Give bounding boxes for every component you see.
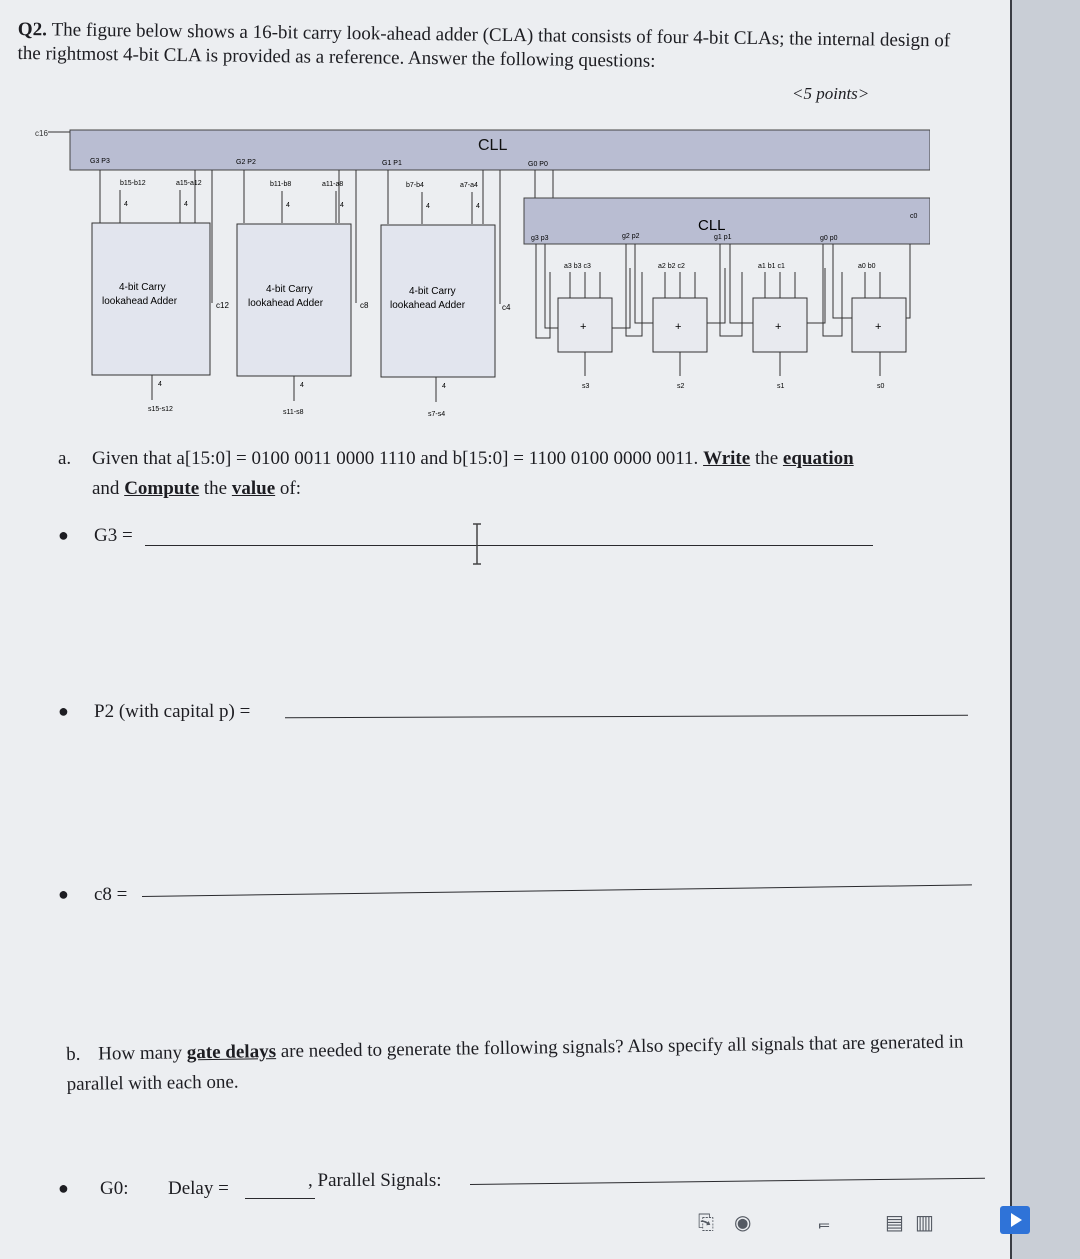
svg-text:4: 4 (124, 201, 128, 208)
svg-text:+: + (875, 321, 882, 333)
item-g0-parallel: , Parallel Signals: (308, 1170, 442, 1191)
item-g0-label: G0: (100, 1178, 129, 1199)
text-cursor-icon (470, 518, 484, 568)
cla-block-2 (237, 170, 369, 416)
points-label: <5 points> (792, 84, 870, 103)
top-cll-label: CLL (478, 137, 508, 154)
svg-text:4: 4 (442, 383, 446, 390)
svg-text:4: 4 (300, 382, 304, 389)
save-icon[interactable]: ⎘ (698, 1210, 714, 1234)
svg-text:lookahead Adder: lookahead Adder (390, 300, 466, 311)
c16-label: c16 (35, 129, 48, 138)
viewer-toolbar (690, 1204, 1030, 1244)
svg-text:b11-b8: b11-b8 (270, 181, 292, 188)
book-icon[interactable]: ▥ (915, 1210, 934, 1234)
svg-text:4-bit Carry: 4-bit Carry (119, 282, 166, 293)
svg-text:s0: s0 (877, 383, 885, 390)
svg-text:a7-a4: a7-a4 (460, 182, 478, 189)
svg-text:4: 4 (158, 381, 162, 388)
cla-diagram-svg (30, 118, 930, 428)
inner-cll-label: CLL (698, 217, 726, 234)
svg-text:lookahead Adder: lookahead Adder (248, 298, 324, 309)
part-b: b. How many gate delays are needed to generate the following signals? Also specify all signals that are generated in parallel with each one. (66, 1031, 964, 1095)
cla-block-3 (92, 170, 229, 413)
adder-3 (536, 244, 630, 390)
part-a-label: a. (58, 448, 72, 469)
svg-text:4: 4 (340, 202, 344, 209)
svg-text:g2 p2: g2 p2 (622, 233, 640, 240)
answer-line-delay[interactable] (245, 1198, 315, 1199)
svg-text:4: 4 (476, 203, 480, 210)
svg-text:b7-b4: b7-b4 (406, 182, 424, 189)
gp-label-0: G0 P0 (528, 161, 548, 168)
part-a-compute: Compute (124, 478, 200, 499)
svg-text:s11-s8: s11-s8 (283, 409, 304, 416)
svg-text:+: + (580, 321, 587, 333)
inner-c0-label: c0 (910, 213, 918, 220)
question-number: Q2. (17, 18, 48, 41)
svg-text:s1: s1 (777, 383, 785, 390)
part-a: a. Given that a[15:0] = 0100 0011 0000 1110 and b[15:0] = 1100 0100 0000 0011. Write the equation and Compute the value of: (58, 444, 968, 504)
svg-text:c8: c8 (360, 301, 369, 310)
gp-label-1: G1 P1 (382, 160, 402, 167)
part-a-value: value (231, 478, 276, 499)
svg-text:+: + (775, 321, 782, 333)
eye-icon[interactable]: ◉ (734, 1210, 752, 1234)
svg-text:lookahead Adder: lookahead Adder (102, 296, 178, 307)
svg-text:4: 4 (286, 202, 290, 209)
item-c8-label: c8 = (94, 884, 128, 905)
play-icon[interactable] (1000, 1206, 1030, 1234)
split-icon[interactable]: ⫭ (818, 1210, 830, 1234)
item-p2-label: P2 (with capital p) = (94, 701, 251, 722)
page-icon[interactable]: ▤ (885, 1210, 904, 1234)
cla-diagram (30, 118, 930, 428)
item-g3-label: G3 = (94, 525, 133, 546)
svg-text:c4: c4 (502, 303, 511, 312)
svg-text:g3 p3: g3 p3 (531, 235, 549, 242)
svg-text:4: 4 (184, 201, 188, 208)
screen-edge (1010, 0, 1080, 1259)
svg-text:g1 p1: g1 p1 (714, 234, 732, 241)
svg-text:s2: s2 (677, 383, 685, 390)
svg-text:g0 p0: g0 p0 (820, 235, 838, 242)
item-g0-delay: Delay = (168, 1178, 229, 1199)
part-a-given: Given that a[15:0] = 0100 0011 0000 1110 and b[15:0] = 1100 0100 0000 0011. (92, 448, 699, 469)
gp-label-3: G3 P3 (90, 158, 110, 165)
inner-cla (524, 170, 930, 390)
svg-text:a2 b2 c2: a2 b2 c2 (658, 263, 685, 270)
adder-2 (626, 244, 725, 390)
gp-label-2: G2 P2 (236, 159, 256, 166)
part-b-label: b. (66, 1043, 81, 1065)
svg-text:a11-a8: a11-a8 (322, 181, 344, 188)
svg-text:a3 b3 c3: a3 b3 c3 (564, 263, 591, 270)
svg-text:4-bit Carry: 4-bit Carry (266, 284, 313, 295)
part-b-gate-delays: gate delays (186, 1041, 277, 1064)
svg-text:a0 b0: a0 b0 (858, 263, 876, 270)
svg-text:4: 4 (426, 203, 430, 210)
svg-text:b15-b12: b15-b12 (120, 180, 146, 187)
svg-text:s3: s3 (582, 383, 590, 390)
part-a-equation: equation (782, 448, 854, 469)
svg-text:s7-s4: s7-s4 (428, 411, 446, 418)
svg-text:+: + (675, 321, 682, 333)
part-a-write: Write (703, 448, 751, 469)
answer-line-g3[interactable] (145, 545, 873, 546)
svg-text:a1 b1 c1: a1 b1 c1 (758, 263, 785, 270)
svg-text:4-bit Carry: 4-bit Carry (409, 286, 456, 297)
adder-0 (823, 244, 910, 390)
cla-block-1 (381, 170, 511, 418)
question-intro: The figure below shows a 16-bit carry look-ahead adder (CLA) that consists of four 4-bit CLAs; the internal design of the rightmost 4-bit CLA is provided as a reference. Answer the following questions: (17, 19, 951, 72)
svg-text:a15-a12: a15-a12 (176, 180, 202, 187)
svg-text:c12: c12 (216, 301, 229, 310)
svg-text:s15-s12: s15-s12 (148, 406, 173, 413)
adder-1 (720, 244, 825, 390)
